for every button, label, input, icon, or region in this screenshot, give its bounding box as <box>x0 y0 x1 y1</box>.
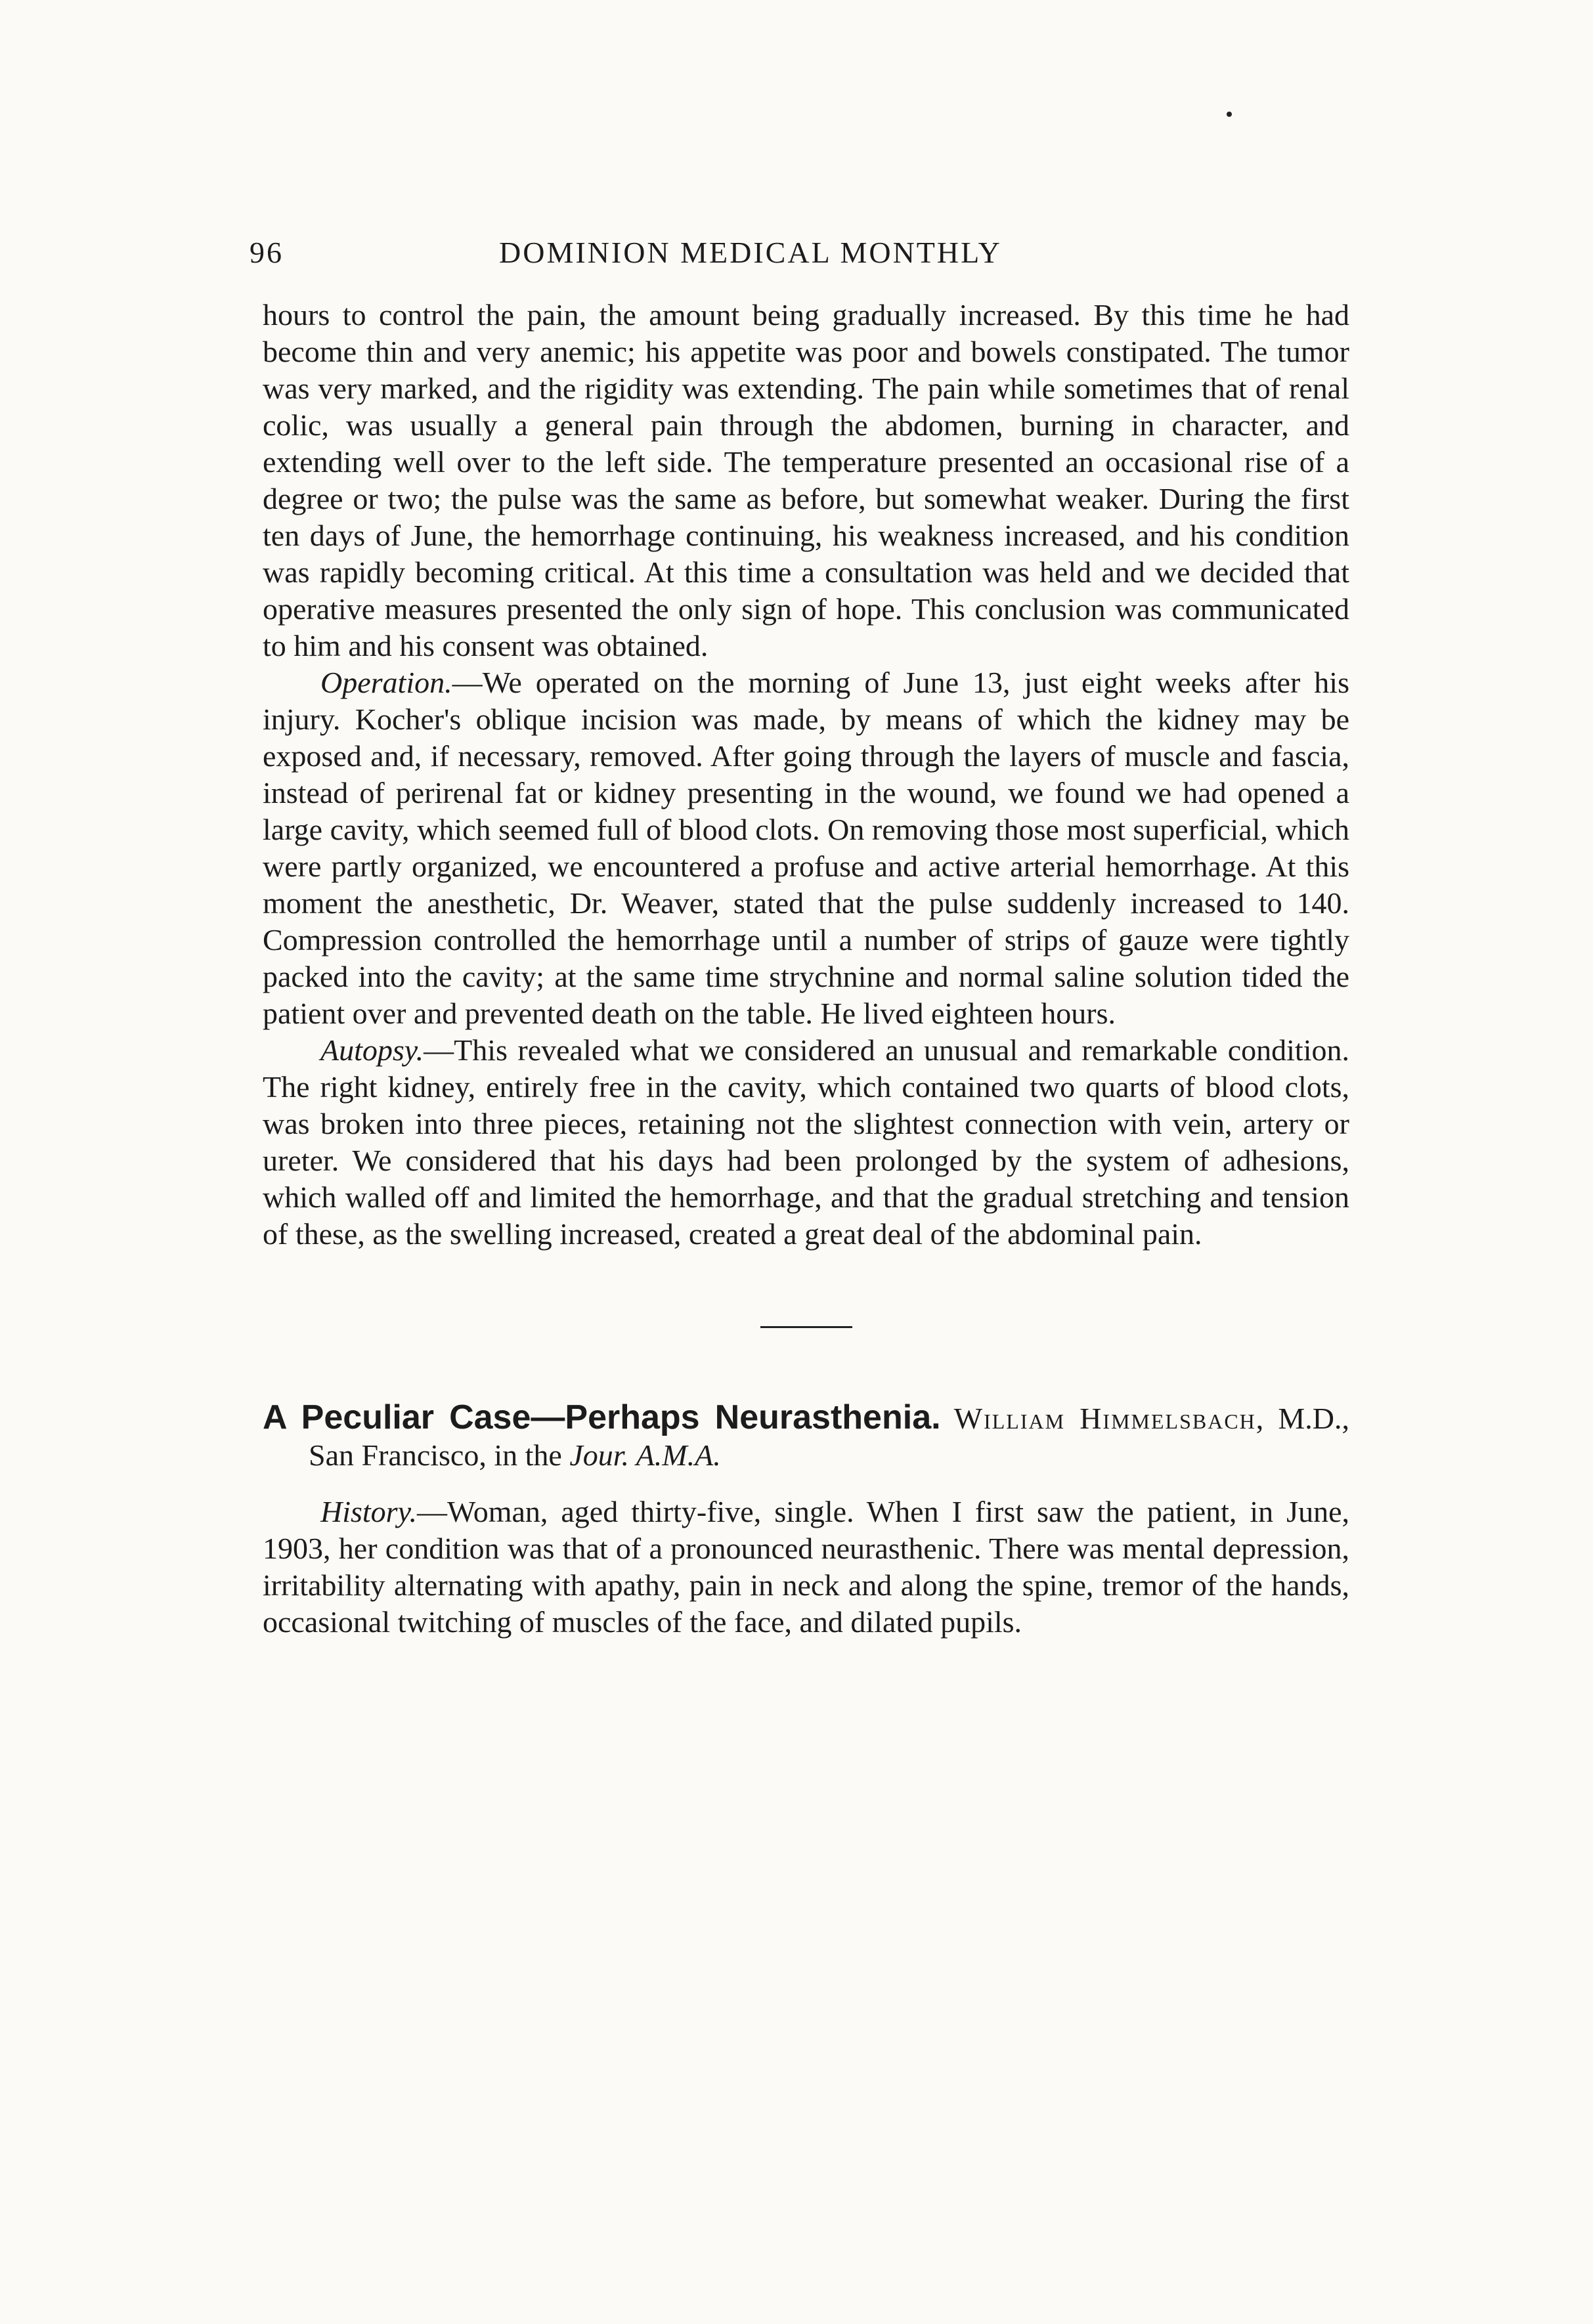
section-divider <box>760 1326 852 1328</box>
autopsy-text: —This revealed what we considered an unusual and remarkable condition. The right kidney, entirely free in the cavity, which contained two quarts of blood clots, was broken into three pieces, retaining not the slightest connection with vein, artery or ureter. We considered that his days had been prolonged by the system of adhesions, which walled off and limited the hemorrhage, and that the gradual stretching and tension of these, as the swelling increased, created a great deal of the abdominal pain. <box>263 1033 1349 1251</box>
article-author: William Himmelsbach, <box>953 1402 1265 1435</box>
article-title: A Peculiar Case—Perhaps Neurasthenia. <box>263 1398 941 1436</box>
article-heading <box>263 1399 1349 1474</box>
page-number: 96 <box>250 236 284 269</box>
autopsy-paragraph <box>263 1032 1349 1253</box>
history-text: —Woman, aged thirty-five, single. When I first saw the patient, in June, 1903, her condition was that of a pronounced neurasthenic. There was mental depression, irritability alternating with apathy, pain in neck and along the spine, tremor of the hands, occasional twitching of muscles of the face, and dilated pupils. <box>263 1495 1349 1639</box>
operation-heading: Operation. <box>320 666 452 699</box>
history-heading: History. <box>320 1495 417 1528</box>
text-column <box>263 297 1349 1641</box>
case-continuation-paragraph: hours to control the pain, the amount being gradually increased. By this time he had become thin and very anemic; his appetite was poor and bowels constipated. The tumor was very marked, and the rigidity was extending. The pain while sometimes that of renal colic, was usually a general pain through the abdomen, burning in character, and extending well over to the left side. The temperature presented an occasional rise of a degree or two; the pulse was the same as before, but somewhat weaker. During the first ten days of June, the hemorrhage continuing, his weakness increased, and his condition was rapidly becoming critical. At this time a consultation was held and we decided that operative measures presented the only sign of hope. This conclusion was communicated to him and his consent was obtained. <box>263 298 1349 662</box>
autopsy-heading: Autopsy. <box>320 1033 424 1067</box>
journal-title: DOMINION MEDICAL MONTHLY <box>499 236 1002 269</box>
running-head <box>250 235 1353 274</box>
operation-text: —We operated on the morning of June 13, just eight weeks after his injury. Kocher's oblique incision was made, by means of which the kidney may be exposed and, if necessary, removed. After going through the layers of muscle and fascia, instead of perirenal fat or kidney presenting in the wound, we found we had opened a large cavity, which seemed full of blood clots. On removing those most superficial, which were partly organized, we encountered a profuse and active arterial hemorrhage. At this moment the anesthetic, Dr. Weaver, stated that the pulse suddenly increased to 140. Compression controlled the hemorrhage until a number of strips of gauze were tightly packed into the cavity; at the same time strychnine and normal saline solution tided the patient over and prevented death on the table. He lived eighteen hours. <box>263 666 1349 1030</box>
article-source: Jour. A.M.A. <box>569 1438 721 1472</box>
print-speck <box>1227 112 1232 117</box>
history-paragraph <box>263 1494 1349 1641</box>
article-credentials: M.D., San Francisco, in the <box>309 1402 1350 1472</box>
operation-paragraph <box>263 664 1349 1032</box>
